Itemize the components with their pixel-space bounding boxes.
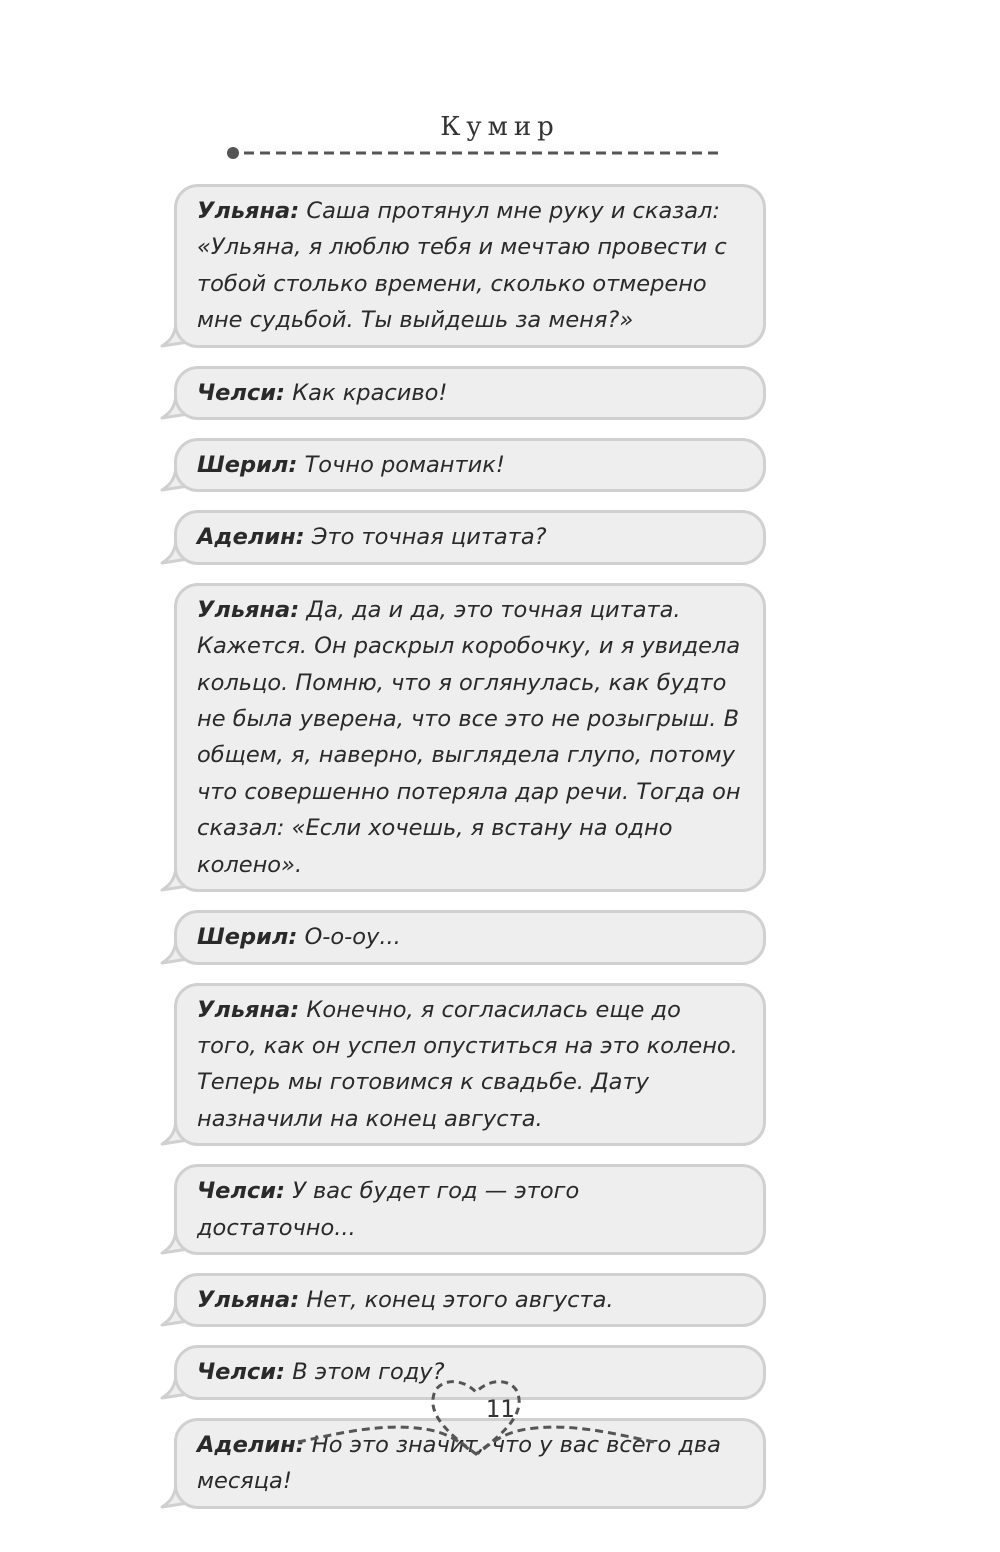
- chat-bubble: [174, 438, 766, 492]
- chat-bubble: [174, 366, 766, 420]
- speaker-name: Ульяна:: [197, 996, 300, 1023]
- speaker-name: Челси:: [197, 1359, 286, 1386]
- message-text: Да, да и да, это точная цитата. Кажется. Он раскрыл коробочку, и я увидела кольцо. Помню, что я оглянулась, как будто не была уверена, что все это не розыгрыш. В общем, я, наверно, выглядела глупо, потому что совершенно потеряла дар речи. Тогда он сказал: «Если хочешь, я встану на одно колено».: [197, 596, 741, 878]
- chat-bubble: [174, 583, 766, 892]
- message-text: В этом году?: [292, 1359, 445, 1386]
- chat-bubble: [174, 910, 766, 964]
- swirl-right-icon: [480, 1427, 654, 1452]
- chat-message: [160, 1164, 760, 1255]
- message-text: У вас будет год — этого достаточно...: [197, 1178, 580, 1241]
- message-text: Конечно, я согласилась еще до того, как он успел опуститься на это колено. Теперь мы готовимся к свадьбе. Дату назначили на конец августа.: [197, 996, 738, 1132]
- chat-message: [160, 438, 760, 492]
- message-text: Нет, конец этого августа.: [306, 1286, 614, 1313]
- speaker-name: Аделин:: [197, 524, 305, 551]
- message-text: Точно романтик!: [304, 452, 505, 479]
- message-text: Саша протянул мне руку и сказал: «Ульяна, я люблю тебя и мечтаю провести с тобой столько времени, сколько отмерено мне судьбой. Ты выйдешь за меня?»: [197, 198, 727, 334]
- chat-message: [160, 510, 760, 564]
- speaker-name: Шерил:: [197, 924, 298, 951]
- chat-message: [160, 366, 760, 420]
- chat-message: [160, 1273, 760, 1327]
- header-rule: [222, 142, 732, 164]
- rule-dot-icon: [227, 147, 239, 159]
- chat-bubble: [174, 510, 766, 564]
- speaker-name: Ульяна:: [197, 596, 300, 623]
- message-text: О-о-оу...: [304, 924, 401, 951]
- running-header: Кумир: [440, 112, 560, 142]
- chat-bubble: [174, 983, 766, 1147]
- speaker-name: Аделин:: [197, 1431, 305, 1458]
- message-text: Как красиво!: [292, 379, 448, 406]
- speaker-name: Шерил:: [197, 452, 298, 479]
- message-text: Это точная цитата?: [311, 524, 547, 551]
- speaker-name: Челси:: [197, 379, 286, 406]
- chat-message: [160, 184, 760, 348]
- chat-message: [160, 983, 760, 1147]
- speaker-name: Челси:: [197, 1178, 286, 1205]
- chat-list: [160, 184, 760, 1527]
- page-number: 11: [485, 1395, 515, 1423]
- message-text: Но это значит, что у вас всего два месяца!: [197, 1431, 721, 1495]
- speaker-name: Ульяна:: [197, 198, 300, 224]
- chat-bubble: [174, 1273, 766, 1327]
- chat-message: [160, 910, 760, 964]
- chat-bubble: [174, 1164, 766, 1255]
- speaker-name: Ульяна:: [197, 1286, 300, 1313]
- swirl-left-icon: [298, 1427, 472, 1452]
- chat-bubble: [174, 184, 766, 348]
- chat-message: [160, 583, 760, 892]
